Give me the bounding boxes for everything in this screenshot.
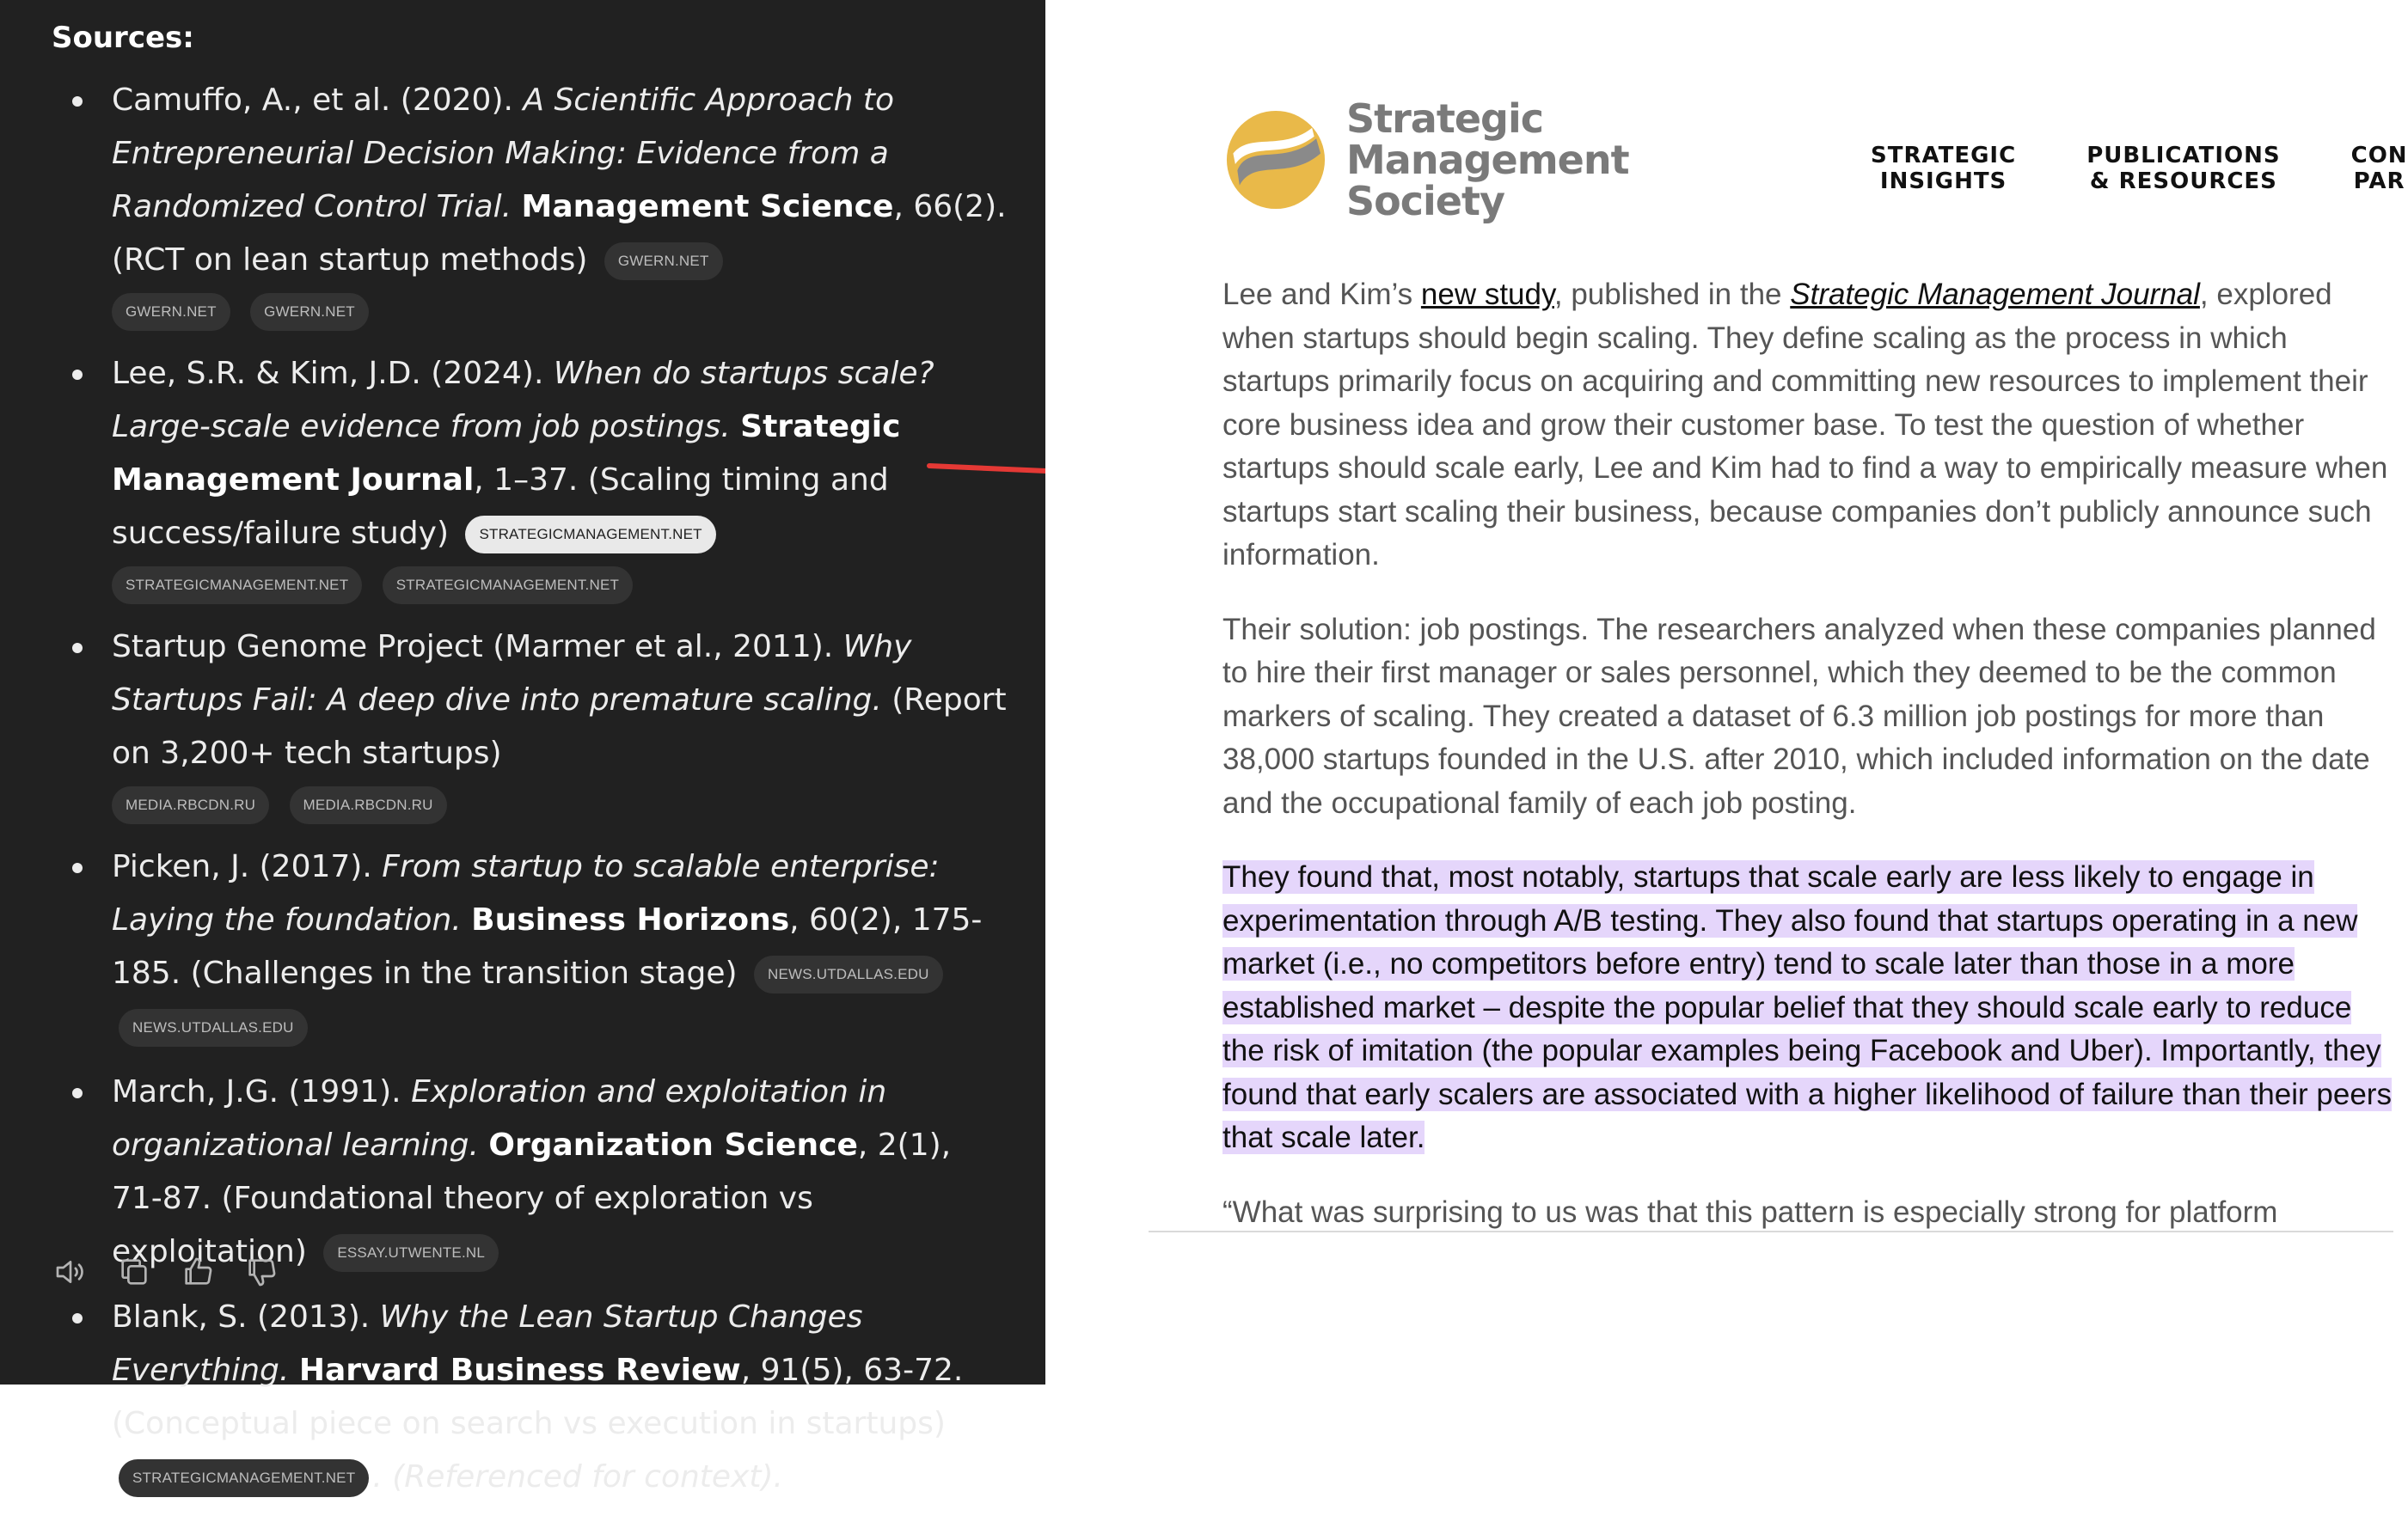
divider xyxy=(1149,1231,2393,1232)
bullet-icon xyxy=(72,370,83,380)
source-citation: Blank, S. (2013). xyxy=(112,1299,380,1335)
source-chip[interactable]: STRATEGICMANAGEMENT.NET xyxy=(119,1459,369,1497)
logo-line: Management xyxy=(1346,137,1629,183)
source-item xyxy=(0,1291,1045,1504)
source-space xyxy=(512,189,521,224)
source-citation: Startup Genome Project (Marmer et al., 2011). xyxy=(112,629,843,664)
article-paragraph: “What was surprising to us was that this pattern is especially strong for platform xyxy=(1222,1195,2278,1229)
source-chip[interactable]: GWERN.NET xyxy=(250,293,369,331)
source-chip[interactable]: MEDIA.RBCDN.RU xyxy=(112,786,269,824)
nav-publications-resources[interactable]: PUBLICATIONS & RESOURCES xyxy=(2086,143,2281,194)
para-text: , published in the xyxy=(1553,278,1791,311)
source-item xyxy=(0,841,1045,1054)
source-chip[interactable]: STRATEGICMANAGEMENT.NET xyxy=(383,566,633,604)
chip-row xyxy=(105,560,1011,608)
sources-heading: Sources: xyxy=(52,21,194,55)
source-note: . (Referenced for context). xyxy=(372,1459,783,1495)
source-space xyxy=(731,409,740,444)
chat-panel xyxy=(0,0,1045,1495)
source-space xyxy=(479,1128,488,1163)
logo-line: Society xyxy=(1346,178,1504,224)
source-details: , 66(2). (RCT on lean startup methods) xyxy=(112,189,1007,278)
source-item xyxy=(0,620,1045,828)
chip-row xyxy=(105,780,1011,828)
bullet-icon xyxy=(72,863,83,873)
bullet-icon xyxy=(72,643,83,653)
source-details: , 1–37. (Scaling timing and success/failure study) xyxy=(112,462,889,551)
nav-contact-partners[interactable]: CON PAR xyxy=(2350,143,2408,194)
source-title: When do startups scale? Large-scale evidence from job postings. xyxy=(112,356,934,444)
source-item xyxy=(0,347,1045,608)
source-title: A Scientific Approach to Entrepreneurial Decision Making: Evidence from a Randomized Control Trial. xyxy=(112,83,895,224)
source-chip[interactable]: GWERN.NET xyxy=(604,242,723,280)
article-paragraph: Their solution: job postings. The researchers analyzed when these companies planned to hire their first manager or sales personnel, which they deemed to be the common markers of scaling. They created a dataset of 6.3 million job postings for more than 38,000 startups founded in the U.S. after 2010, which included information on the date and the occupational family of each job posting. xyxy=(1222,612,2376,820)
para-text: Lee and Kim’s xyxy=(1222,278,1421,311)
read-aloud-icon[interactable] xyxy=(53,1255,88,1289)
web-page xyxy=(1045,0,2408,1385)
source-chip[interactable]: ESSAY.UTWENTE.NL xyxy=(323,1234,499,1272)
source-space xyxy=(462,902,471,938)
bullet-icon xyxy=(72,1313,83,1323)
sms-logo-icon xyxy=(1222,107,1329,213)
highlighted-paragraph xyxy=(1222,856,2392,1160)
thumbs-down-icon[interactable] xyxy=(244,1255,279,1289)
source-citation: March, J.G. (1991). xyxy=(112,1074,412,1109)
source-journal: Management Science xyxy=(521,189,894,224)
source-item xyxy=(0,1066,1045,1279)
para-text: , explored when startups should begin scaling. They define scaling as the process in which startups primarily focus on acquiring and committing new resources to implement their core business idea and grow their customer base. To test the question of whether startups should scale early, Lee and Kim had to find a way to empirically measure when startups start scaling their business, because companies don’t publicly announce such information. xyxy=(1222,278,2388,572)
source-journal: Business Horizons xyxy=(471,902,790,938)
chip-row xyxy=(105,287,1011,335)
source-journal: Organization Science xyxy=(488,1128,858,1163)
source-details: , 2(1), 71-87. (Foundational theory of exploration vs exploitation) xyxy=(112,1128,952,1269)
source-title: Why Startups Fail: A deep dive into premature scaling. xyxy=(112,629,912,718)
thumbs-up-icon[interactable] xyxy=(181,1255,215,1289)
source-chip[interactable]: MEDIA.RBCDN.RU xyxy=(290,786,447,824)
bullet-icon xyxy=(72,96,83,107)
journal-link[interactable]: Strategic Management Journal xyxy=(1790,278,2200,311)
source-chip-active[interactable]: STRATEGICMANAGEMENT.NET xyxy=(465,516,715,553)
source-title: Exploration and exploitation in organizational learning. xyxy=(112,1074,887,1163)
copy-icon[interactable] xyxy=(117,1255,151,1289)
source-list xyxy=(0,74,1045,1516)
source-item xyxy=(0,74,1045,335)
source-chip[interactable]: NEWS.UTDALLAS.EDU xyxy=(119,1009,308,1047)
source-chip[interactable]: STRATEGICMANAGEMENT.NET xyxy=(112,566,362,604)
source-journal: Strategic Management Journal xyxy=(112,409,901,498)
highlighted-text: They found that, most notably, startups that scale early are less likely to engage in experimentation through A/B testing. They also found that startups operating in a new market (i.e., no competitors before entry) tend to scale later than those in a more established market – despite the popular belief that they should scale early to reduce the risk of imitation (the popular examples being Facebook and Uber). Importantly, they found that early scalers are associated with a higher likelihood of failure than their peers that scale later. xyxy=(1222,860,2392,1154)
article-paragraph xyxy=(1222,273,2392,578)
source-citation: Camuffo, A., et al. (2020). xyxy=(112,83,524,118)
site-logo[interactable] xyxy=(1222,95,1629,224)
main-nav xyxy=(1871,143,2408,194)
bullet-icon xyxy=(72,1088,83,1098)
source-citation: Lee, S.R. & Kim, J.D. (2024). xyxy=(112,356,554,391)
source-details: , 60(2), 175-185. (Challenges in the transition stage) xyxy=(112,902,983,991)
source-title: From startup to scalable enterprise: Laying the foundation. xyxy=(112,849,940,938)
source-citation: Picken, J. (2017). xyxy=(112,849,383,884)
message-actions xyxy=(53,1255,279,1289)
source-space xyxy=(289,1353,298,1388)
source-chip[interactable]: NEWS.UTDALLAS.EDU xyxy=(754,956,943,993)
source-details: (Report on 3,200+ tech startups) xyxy=(112,682,1007,771)
source-journal: Harvard Business Review xyxy=(298,1353,741,1388)
article-body xyxy=(1222,273,2392,1265)
nav-strategic-insights[interactable]: STRATEGIC INSIGHTS xyxy=(1871,143,2017,194)
source-chip[interactable]: GWERN.NET xyxy=(112,293,230,331)
new-study-link[interactable]: new study xyxy=(1420,278,1554,311)
logo-wordmark xyxy=(1346,95,1629,224)
source-title: Why the Lean Startup Changes Everything. xyxy=(112,1299,863,1388)
logo-line: Strategic xyxy=(1346,95,1543,142)
source-details: , 91(5), 63-72. (Conceptual piece on search vs execution in startups) xyxy=(112,1353,964,1441)
